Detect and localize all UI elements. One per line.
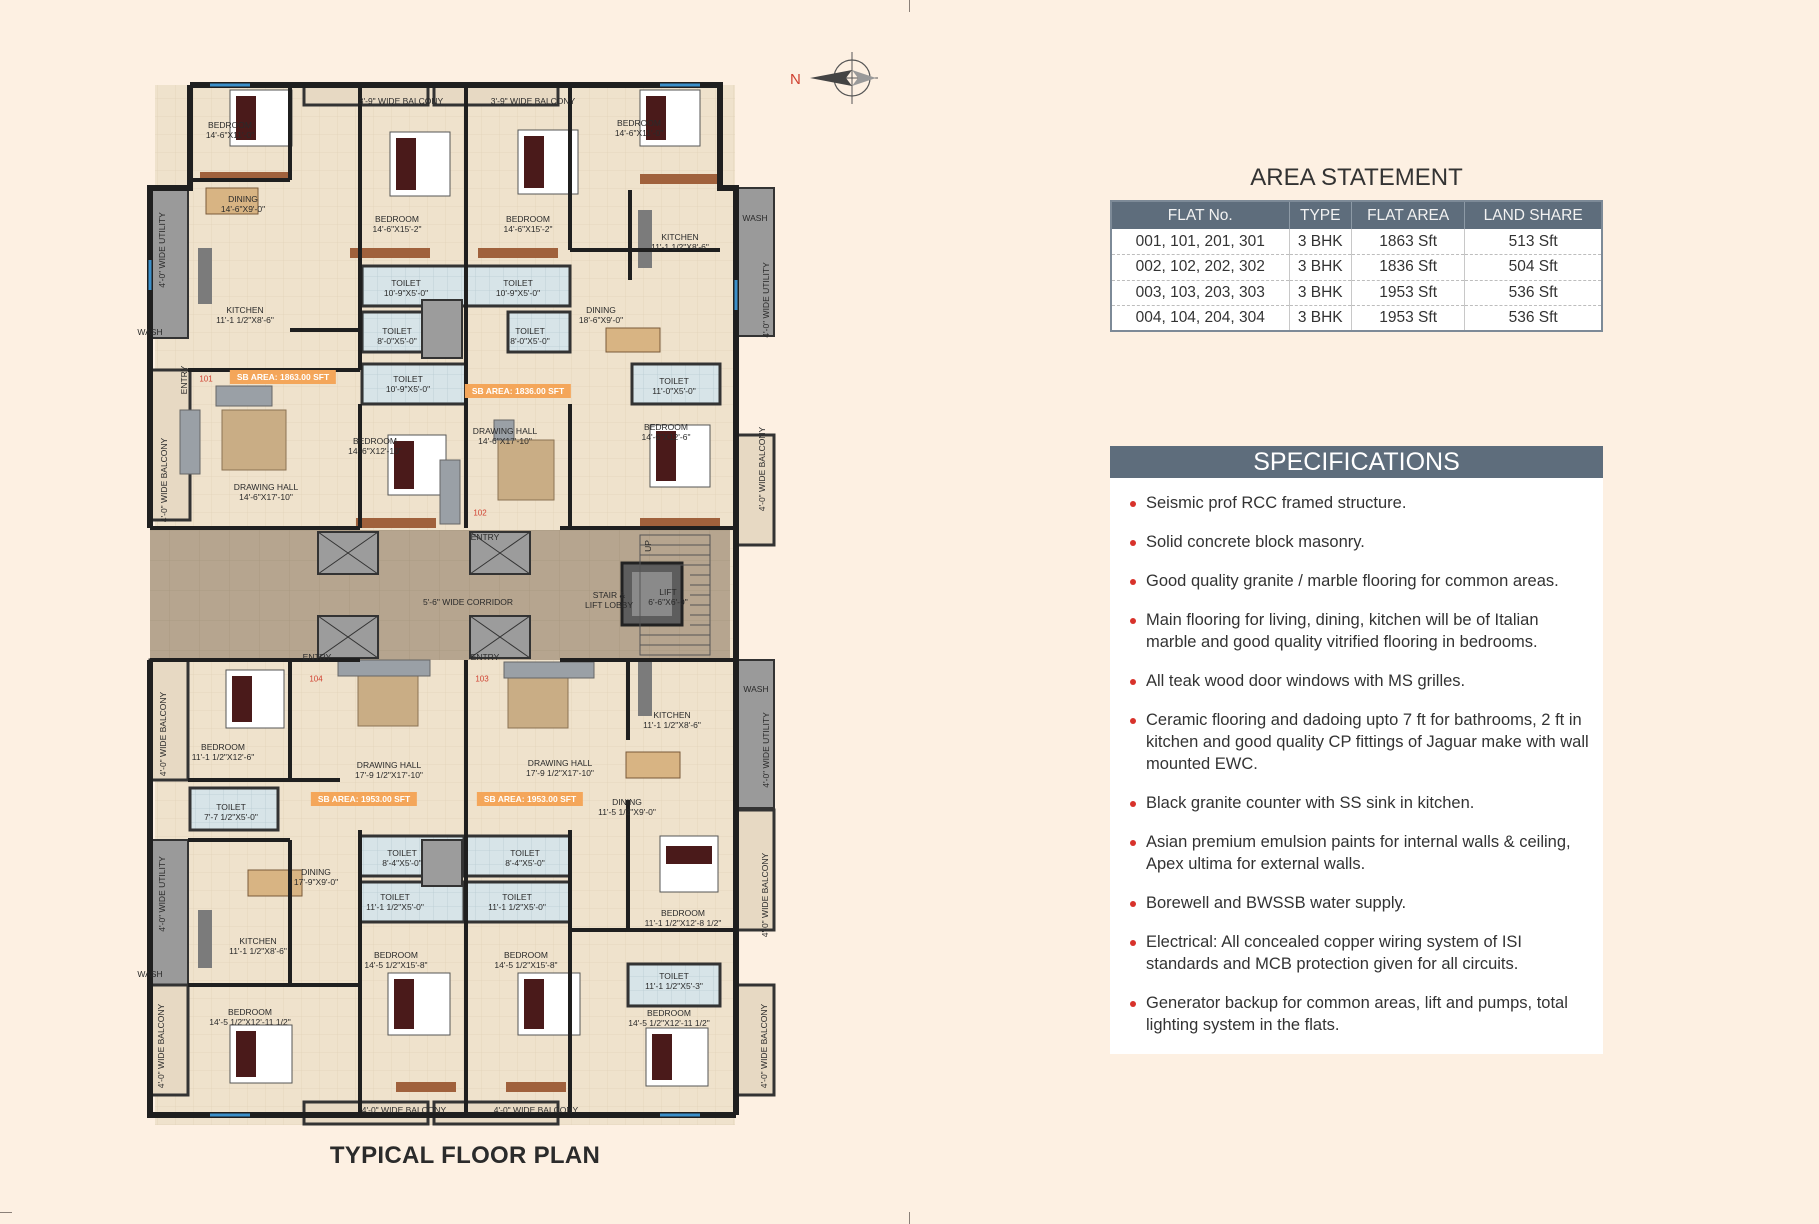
room-label: KITCHEN 11'-1 1/2"X8'-6" [229, 936, 287, 956]
spec-item: Electrical: All concealed copper wiring system of ISI standards and MCB protection given for all circuits. [1146, 931, 1589, 975]
table-header-row [1111, 201, 1602, 229]
room-label: 4'-0" WIDE BALCONY [156, 1003, 166, 1089]
room-label: 4'-0" WIDE BALCONY [760, 852, 770, 938]
spec-item: Solid concrete block masonry. [1146, 531, 1589, 553]
room-label: KITCHEN 11'-1 1/2"X8'-6" [643, 710, 701, 730]
room-label: 4'-0" WIDE UTILITY [761, 262, 771, 338]
col-type: TYPE [1289, 201, 1351, 229]
crop-mark [0, 1212, 12, 1213]
table-cell: 536 Sft [1465, 306, 1602, 332]
room-label: 4'-0" WIDE BALCONY [158, 691, 168, 777]
room-label: WASH [743, 684, 769, 694]
sb-area-tag: SB AREA: 1953.00 SFT [477, 792, 583, 806]
spec-item: Seismic prof RCC framed structure. [1146, 492, 1589, 514]
room-label: STAIR & LIFT LOBBY [584, 590, 634, 610]
room-label: BEDROOM 11'-1 1/2"X12'-8 1/2" [644, 908, 722, 928]
table-cell: 3 BHK [1289, 280, 1351, 306]
room-label: DRAWING HALL 17'-9 1/2"X17'-10" [526, 758, 594, 778]
crop-mark [909, 1212, 910, 1224]
spec-item: Black granite counter with SS sink in kitchen. [1146, 792, 1589, 814]
room-label: TOILET 8'-0"X5'-0" [377, 326, 417, 346]
table-cell: 3 BHK [1289, 255, 1351, 281]
room-label: ENTRY [470, 532, 500, 542]
spec-item: Asian premium emulsion paints for internal walls & ceiling, Apex ultima for external walls. [1146, 831, 1589, 875]
spec-item: Borewell and BWSSB water supply. [1146, 892, 1589, 914]
room-label: BEDROOM 14'-5 1/2"X15'-8" [364, 950, 428, 970]
table-cell: 004, 104, 204, 304 [1111, 306, 1289, 332]
table-cell: 003, 103, 203, 303 [1111, 280, 1289, 306]
room-label: 3'-9" WIDE BALCONY [358, 96, 444, 106]
table-row [1111, 306, 1602, 332]
room-label: DINING 14'-6"X9'-0" [220, 194, 266, 214]
room-label: DRAWING HALL 14'-6"X17'-10" [233, 482, 299, 502]
spec-item: Ceramic flooring and dadoing upto 7 ft for bathrooms, 2 ft in kitchen and good quality CP fittings of Jaguar make with wall mounted EWC. [1146, 711, 1589, 773]
room-label: TOILET 8'-0"X5'-0" [510, 326, 550, 346]
room-label: 3'-9" WIDE BALCONY [490, 96, 576, 106]
room-label: TOILET 10'-9"X5'-0" [495, 278, 541, 298]
room-label: WASH [137, 327, 163, 337]
sb-area-tag: SB AREA: 1836.00 SFT [465, 384, 571, 398]
north-compass-icon [788, 48, 888, 114]
room-label: KITCHEN 11'-1 1/2"X8'-6" [651, 232, 709, 252]
room-label: 4'-0" WIDE UTILITY [157, 212, 167, 288]
floor-plan [137, 80, 790, 1130]
table-cell: 1836 Sft [1351, 255, 1464, 281]
flat-number: 104 [309, 674, 323, 684]
room-label: WASH [742, 213, 768, 223]
room-label: ENTRY [302, 652, 332, 662]
room-label: TOILET 8'-4"X5'-0" [505, 848, 545, 868]
room-label: 4'-0" WIDE BALCONY [159, 437, 169, 523]
table-cell: 3 BHK [1289, 229, 1351, 255]
col-flat-no: FLAT No. [1111, 201, 1289, 229]
room-label: WASH [137, 969, 163, 979]
spec-item: Generator backup for common areas, lift and pumps, total lighting system in the flats. [1146, 992, 1589, 1036]
table-cell: 002, 102, 202, 302 [1111, 255, 1289, 281]
room-label: ENTRY [470, 652, 500, 662]
room-label: BEDROOM 14'-6"X11'-0" [205, 120, 255, 140]
room-label: 4'-0" WIDE UTILITY [761, 712, 771, 788]
room-label: UP [643, 540, 653, 552]
crop-mark [909, 0, 910, 12]
table-cell: 513 Sft [1465, 229, 1602, 255]
table-row [1111, 280, 1602, 306]
room-label: 4'-0" WIDE BALCONY [361, 1105, 447, 1115]
room-label: TOILET 11'-0"X5'-0" [652, 376, 696, 396]
specifications-panel [1110, 446, 1603, 1054]
table-cell: 3 BHK [1289, 306, 1351, 332]
table-cell: 001, 101, 201, 301 [1111, 229, 1289, 255]
specifications-title: SPECIFICATIONS [1110, 446, 1603, 478]
room-label: BEDROOM 14'-6"X12'-10" [348, 436, 402, 456]
north-label: N [790, 71, 801, 88]
room-label: BEDROOM 14'-5 1/2"X12'-11 1/2" [628, 1008, 710, 1028]
room-label: 5'-6" WIDE CORRIDOR [422, 597, 514, 607]
table-cell: 536 Sft [1465, 280, 1602, 306]
spec-item: Good quality granite / marble flooring for common areas. [1146, 570, 1589, 592]
room-label: BEDROOM 14'-6"X12'-6" [641, 422, 691, 442]
room-label: KITCHEN 11'-1 1/2"X8'-6" [216, 305, 274, 325]
room-label: DINING 17'-9"X9'-0" [293, 867, 339, 887]
sb-area-tag: SB AREA: 1863.00 SFT [230, 370, 336, 384]
table-cell: 1953 Sft [1351, 280, 1464, 306]
room-label: LIFT 6'-6"X6'-0" [648, 587, 688, 607]
room-label: BEDROOM 14'-5 1/2"X12'-11 1/2" [209, 1007, 291, 1027]
flat-number: 103 [475, 674, 489, 684]
room-label: 4'-0" WIDE BALCONY [757, 426, 767, 512]
col-land-share: LAND SHARE [1465, 201, 1602, 229]
room-label: 4'-0" WIDE BALCONY [493, 1105, 579, 1115]
room-label: BEDROOM 11'-1 1/2"X12'-6" [191, 742, 255, 762]
sb-area-tag: SB AREA: 1953.00 SFT [311, 792, 417, 806]
plan-title: TYPICAL FLOOR PLAN [329, 1142, 601, 1169]
table-cell: 504 Sft [1465, 255, 1602, 281]
room-label: DINING 18'-6"X9'-0" [578, 305, 624, 325]
area-statement-table [1110, 200, 1603, 332]
room-label: DRAWING HALL 14'-6"X17'-10" [472, 426, 538, 446]
table-row [1111, 255, 1602, 281]
room-label: 4'-0" WIDE UTILITY [157, 856, 167, 932]
room-label: DINING 11'-5 1/2"X9'-0" [598, 797, 656, 817]
room-label: TOILET 8'-4"X5'-0" [382, 848, 422, 868]
room-label: BEDROOM 14'-6"X15'-2" [503, 214, 553, 234]
flat-number: 102 [473, 508, 487, 518]
specifications-list [1110, 478, 1603, 1036]
room-label: DRAWING HALL 17'-9 1/2"X17'-10" [355, 760, 423, 780]
flat-number: 101 [199, 374, 213, 384]
spec-item: Main flooring for living, dining, kitchen will be of Italian marble and good quality vitrified flooring in bedrooms. [1146, 609, 1589, 653]
room-label: BEDROOM 14'-6"X15'-2" [372, 214, 422, 234]
room-label: ENTRY [179, 365, 189, 395]
col-flat-area: FLAT AREA [1351, 201, 1464, 229]
table-cell: 1953 Sft [1351, 306, 1464, 332]
table-row [1111, 229, 1602, 255]
room-label: TOILET 7'-7 1/2"X5'-0" [204, 802, 258, 822]
area-statement-title: AREA STATEMENT [1250, 164, 1463, 191]
room-label: TOILET 11'-1 1/2"X5'-0" [366, 892, 424, 912]
room-label: 4'-0" WIDE BALCONY [759, 1003, 769, 1089]
spec-item: All teak wood door windows with MS grilles. [1146, 670, 1589, 692]
room-label: TOILET 11'-1 1/2"X5'-3" [645, 971, 703, 991]
table-cell: 1863 Sft [1351, 229, 1464, 255]
room-label: TOILET 10'-9"X5'-0" [383, 278, 429, 298]
room-label: TOILET 10'-9"X5'-0" [385, 374, 431, 394]
room-label: TOILET 11'-1 1/2"X5'-0" [488, 892, 546, 912]
room-label: BEDROOM 14'-5 1/2"X15'-8" [494, 950, 558, 970]
room-label: BEDROOM 14'-6"X11'-0" [614, 118, 664, 138]
